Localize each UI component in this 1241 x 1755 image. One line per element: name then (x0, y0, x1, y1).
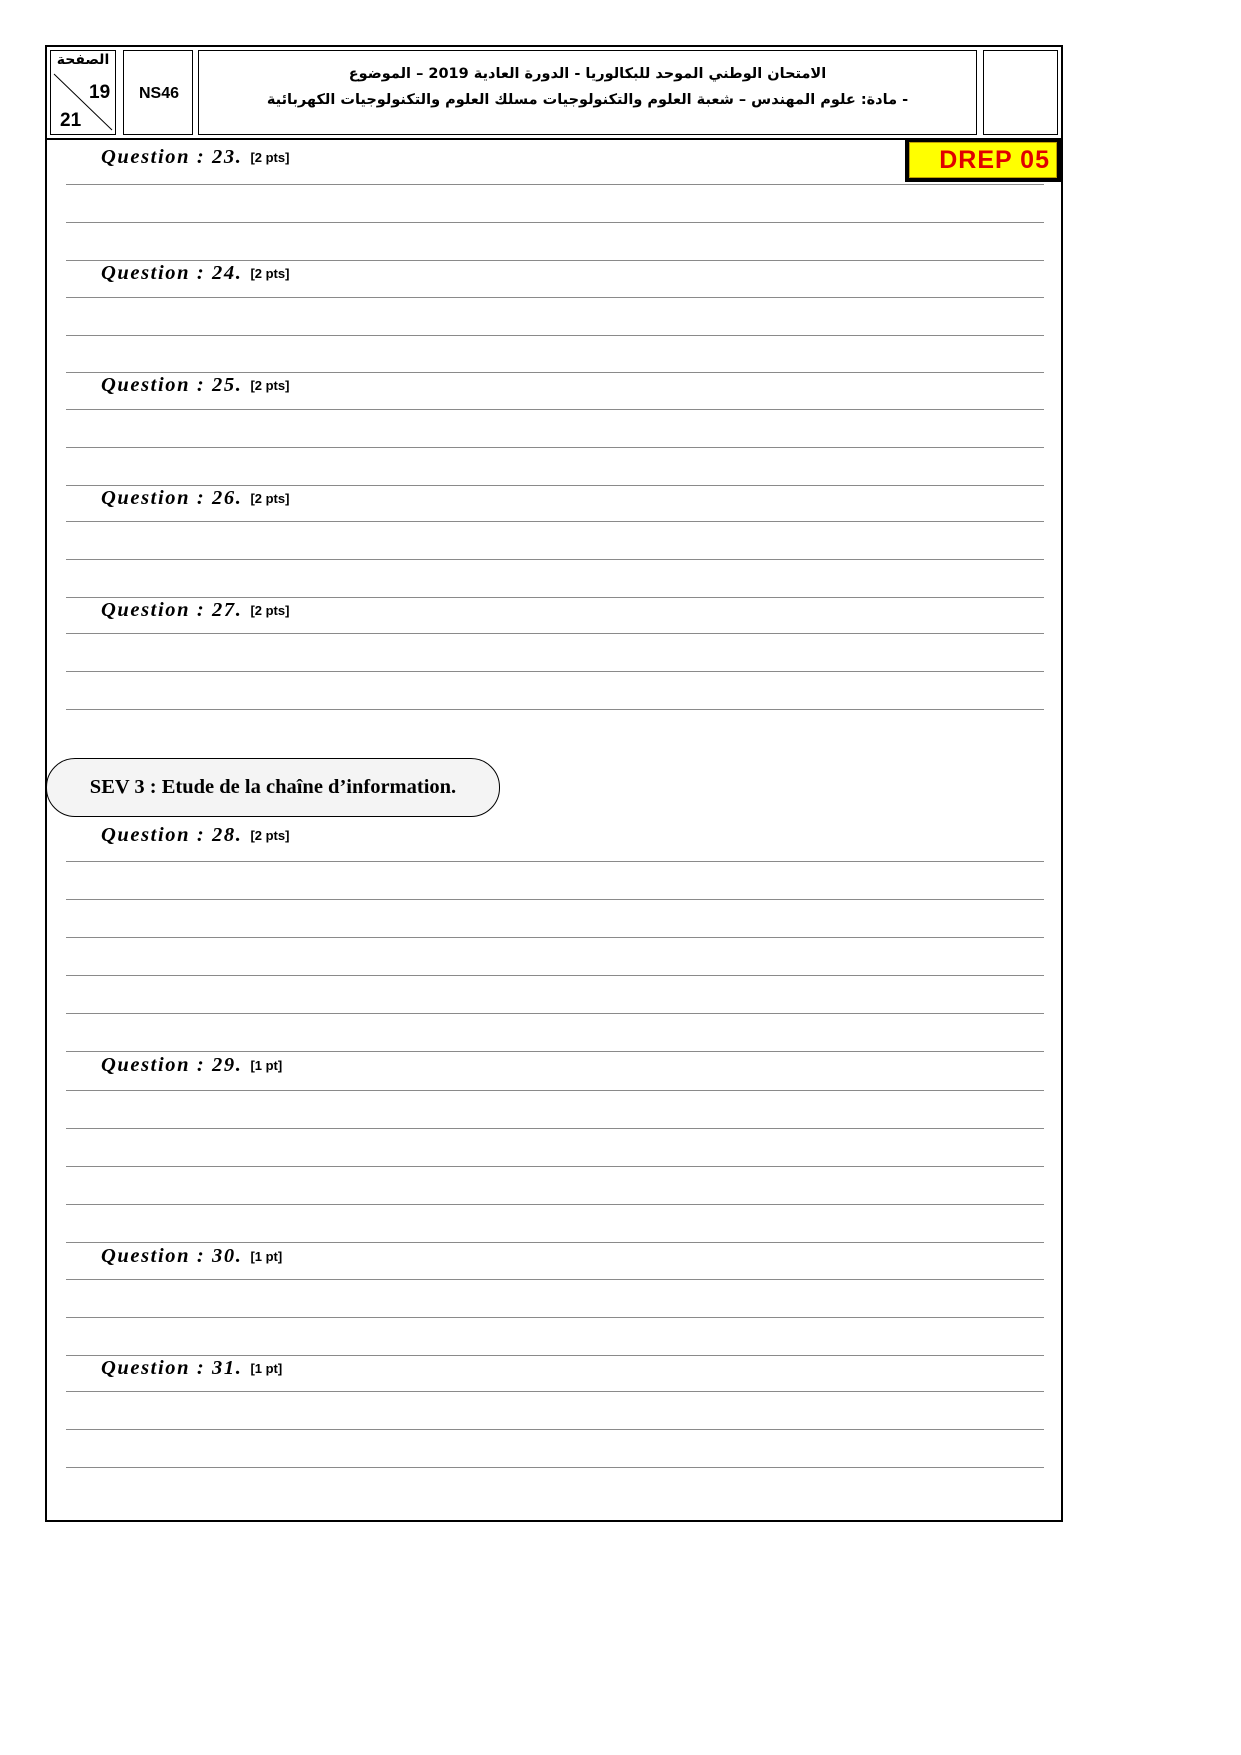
question-points: [1 pt] (250, 1361, 283, 1376)
answer-line[interactable] (66, 1467, 1044, 1468)
question-label: Question : 23. (101, 146, 243, 168)
answer-line[interactable] (66, 260, 1044, 261)
question-31 (101, 1357, 282, 1380)
question-points: [2 pts] (250, 828, 290, 843)
question-27 (101, 599, 289, 622)
question-label: Question : 26. (101, 487, 243, 509)
question-label: Question : 27. (101, 599, 243, 621)
question-points: [2 pts] (250, 603, 290, 618)
answer-line[interactable] (66, 1090, 1044, 1091)
question-28 (101, 824, 289, 847)
question-30 (101, 1245, 282, 1268)
answer-line[interactable] (66, 937, 1044, 938)
answer-line[interactable] (66, 372, 1044, 373)
answer-line[interactable] (66, 1355, 1044, 1356)
answer-line[interactable] (66, 559, 1044, 560)
drep-badge-label: DREP 05 (909, 142, 1057, 178)
answer-line[interactable] (66, 1279, 1044, 1280)
question-points: [1 pt] (250, 1249, 283, 1264)
question-points: [1 pt] (250, 1058, 283, 1073)
answer-line[interactable] (66, 899, 1044, 900)
answer-line[interactable] (66, 335, 1044, 336)
answer-line[interactable] (66, 975, 1044, 976)
question-29 (101, 1054, 282, 1077)
page-label: الصفحة (56, 52, 110, 68)
answer-line[interactable] (66, 1166, 1044, 1167)
answer-line[interactable] (66, 297, 1044, 298)
answer-line[interactable] (66, 671, 1044, 672)
corner-box (983, 50, 1058, 135)
answer-line[interactable] (66, 447, 1044, 448)
page-current: 19 (89, 82, 111, 103)
question-24 (101, 262, 289, 285)
page-total: 21 (60, 110, 82, 131)
question-label: Question : 29. (101, 1054, 243, 1076)
question-label: Question : 30. (101, 1245, 243, 1267)
answer-line[interactable] (66, 222, 1044, 223)
answer-line[interactable] (66, 597, 1044, 598)
question-points: [2 pts] (250, 378, 290, 393)
answer-line[interactable] (66, 1317, 1044, 1318)
answer-line[interactable] (66, 633, 1044, 634)
question-label: Question : 31. (101, 1357, 243, 1379)
answer-line[interactable] (66, 184, 1044, 185)
drep-badge (905, 138, 1061, 182)
answer-line[interactable] (66, 1242, 1044, 1243)
answer-line[interactable] (66, 1051, 1044, 1052)
question-23 (101, 146, 289, 169)
answer-line[interactable] (66, 861, 1044, 862)
section-header: SEV 3 : Etude de la chaîne d’information. (46, 758, 500, 817)
answer-line[interactable] (66, 521, 1044, 522)
answer-line[interactable] (66, 1128, 1044, 1129)
answer-line[interactable] (66, 485, 1044, 486)
answer-line[interactable] (66, 709, 1044, 710)
exam-code: NS46 (138, 85, 180, 102)
question-label: Question : 25. (101, 374, 243, 396)
answer-line[interactable] (66, 1204, 1044, 1205)
question-label: Question : 24. (101, 262, 243, 284)
exam-title: الامتحان الوطني الموحد للبكالوريا - الدورة العادية 2019 – الموضوع (348, 66, 827, 82)
answer-line[interactable] (66, 409, 1044, 410)
answer-line[interactable] (66, 1391, 1044, 1392)
answer-line[interactable] (66, 1013, 1044, 1014)
exam-subject: - مادة: علوم المهندس – شعبة العلوم والتكنولوجيات مسلك العلوم والتكنولوجيات الكهربائية (266, 92, 909, 108)
question-points: [2 pts] (250, 150, 290, 165)
question-25 (101, 374, 289, 397)
answer-line[interactable] (66, 1429, 1044, 1430)
question-points: [2 pts] (250, 266, 290, 281)
question-26 (101, 487, 289, 510)
question-points: [2 pts] (250, 491, 290, 506)
question-label: Question : 28. (101, 824, 243, 846)
